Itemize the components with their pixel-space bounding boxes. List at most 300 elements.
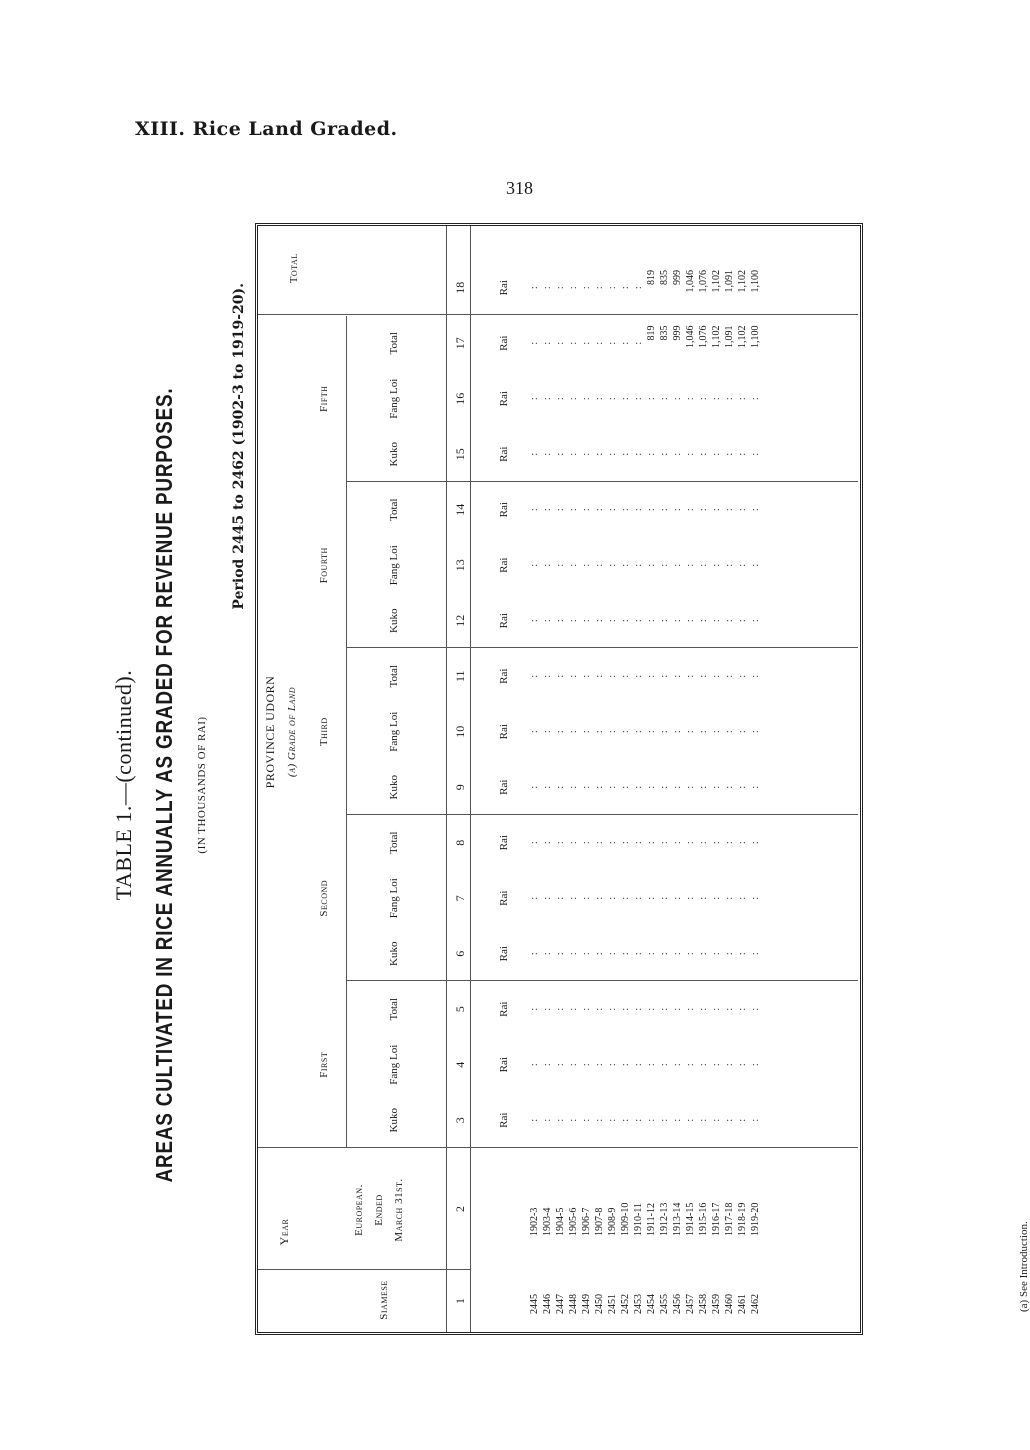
subcol-0-0: Kuko (388, 1108, 400, 1133)
empty-cell: : (568, 341, 579, 345)
empty-cell: : (529, 286, 540, 290)
empty-cell: : (646, 841, 657, 845)
dots-column-18 (528, 260, 645, 316)
value-cell: 1,091 (724, 325, 735, 348)
empty-cell: : (581, 952, 592, 956)
empty-cell: : (737, 452, 748, 456)
value-cell: 835 (659, 270, 670, 285)
empty-cell: : (555, 1007, 566, 1011)
dots-column-10 (528, 704, 762, 760)
empty-cell: : (594, 785, 605, 789)
empty-cell: : (724, 896, 735, 900)
dots-column-6 (528, 926, 762, 982)
empty-cell: : (594, 730, 605, 734)
empty-cell: : (581, 674, 592, 678)
empty-cell: : (594, 619, 605, 623)
subcol-4-2: Total (388, 332, 400, 355)
unit-9: Rai (498, 779, 510, 795)
siamese-year: 2454 (646, 1294, 657, 1314)
unit-4: Rai (498, 1057, 510, 1073)
empty-cell: : (542, 841, 553, 845)
empty-cell: : (724, 1007, 735, 1011)
empty-cell: : (633, 286, 644, 290)
empty-cell: : (620, 452, 631, 456)
subcol-2-1: Fang Loi (388, 711, 400, 752)
empty-cell: : (646, 397, 657, 401)
empty-cell: : (568, 952, 579, 956)
empty-cell: : (620, 619, 631, 623)
dots-column-17 (528, 316, 645, 372)
empty-cell: : (581, 896, 592, 900)
empty-cell: : (581, 841, 592, 845)
unit-5: Rai (498, 1001, 510, 1017)
empty-cell: : (737, 1007, 748, 1011)
dots-column-3 (528, 1093, 762, 1149)
siamese-divider (258, 1269, 470, 1270)
empty-cell: : (594, 452, 605, 456)
european-year: 1908-9 (607, 1207, 618, 1236)
value-cell: 1,100 (750, 270, 761, 293)
empty-cell: : (724, 785, 735, 789)
empty-cell: : (594, 286, 605, 290)
empty-cell: : (555, 341, 566, 345)
empty-cell: : (529, 896, 540, 900)
siamese-year: 2448 (568, 1294, 579, 1314)
value-cell: 1,046 (685, 270, 696, 293)
empty-cell: : (698, 841, 709, 845)
empty-cell: : (568, 1118, 579, 1122)
empty-cell: : (672, 508, 683, 512)
section-title: XIII. Rice Land Graded. (135, 118, 398, 140)
empty-cell: : (581, 619, 592, 623)
european-year: 1910-11 (633, 1203, 644, 1236)
empty-cell: : (724, 730, 735, 734)
empty-cell: : (737, 397, 748, 401)
empty-cell: : (529, 1007, 540, 1011)
empty-cell: : (529, 397, 540, 401)
dots-column-12 (528, 593, 762, 649)
empty-cell: : (542, 397, 553, 401)
empty-cell: : (607, 1007, 618, 1011)
empty-cell: : (633, 341, 644, 345)
european-year: 1903-4 (542, 1207, 553, 1236)
empty-cell: : (698, 1063, 709, 1067)
empty-cell: : (633, 1007, 644, 1011)
unit-15: Rai (498, 446, 510, 462)
empty-cell: : (620, 1118, 631, 1122)
empty-cell: : (607, 508, 618, 512)
empty-cell: : (659, 1063, 670, 1067)
empty-cell: : (620, 674, 631, 678)
dots-column-8 (528, 815, 762, 871)
empty-cell: : (672, 730, 683, 734)
empty-cell: : (594, 896, 605, 900)
column-number-1: 1 (453, 1298, 467, 1304)
empty-cell: : (568, 785, 579, 789)
empty-cell: : (685, 952, 696, 956)
empty-cell: : (542, 619, 553, 623)
empty-cell: : (568, 674, 579, 678)
empty-cell: : (607, 841, 618, 845)
value-cell: 1,046 (685, 325, 696, 348)
empty-cell: : (724, 841, 735, 845)
empty-cell: : (750, 397, 761, 401)
empty-cell: : (724, 563, 735, 567)
unit-6: Rai (498, 946, 510, 962)
empty-cell: : (698, 452, 709, 456)
column-number-17: 17 (453, 337, 467, 350)
empty-cell: : (620, 1063, 631, 1067)
empty-cell: : (724, 397, 735, 401)
siamese-year: 2449 (581, 1294, 592, 1314)
siamese-year: 2453 (633, 1294, 644, 1314)
european-year: 1912-13 (659, 1202, 670, 1236)
empty-cell: : (737, 1118, 748, 1122)
period-heading: Period 2445 to 2462 (1902-3 to 1919-20). (231, 283, 247, 610)
empty-cell: : (568, 896, 579, 900)
empty-cell: : (672, 1063, 683, 1067)
empty-cell: : (607, 896, 618, 900)
empty-cell: : (594, 674, 605, 678)
column-number-2: 2 (453, 1206, 467, 1212)
empty-cell: : (529, 1118, 540, 1122)
empty-cell: : (607, 286, 618, 290)
empty-cell: : (685, 563, 696, 567)
empty-cell: : (711, 674, 722, 678)
empty-cell: : (672, 952, 683, 956)
empty-cell: : (633, 508, 644, 512)
empty-cell: : (711, 730, 722, 734)
empty-cell: : (685, 452, 696, 456)
subcol-2-0: Kuko (388, 775, 400, 800)
empty-cell: : (711, 841, 722, 845)
siamese-year: 2462 (750, 1294, 761, 1314)
empty-cell: : (542, 785, 553, 789)
column-number-4: 4 (453, 1061, 467, 1068)
empty-cell: : (581, 452, 592, 456)
empty-cell: : (607, 674, 618, 678)
value-cell: 1,102 (711, 325, 722, 348)
ended-heading: Ended (373, 1194, 385, 1226)
empty-cell: : (568, 397, 579, 401)
empty-cell: : (529, 341, 540, 345)
empty-cell: : (659, 508, 670, 512)
table-title: AREAS CULTIVATED IN RICE ANNUALLY AS GRADED FOR REVENUE PURPOSES. (151, 387, 177, 1183)
european-year: 1915-16 (698, 1202, 709, 1236)
empty-cell: : (581, 563, 592, 567)
unit-18: Rai (498, 280, 510, 296)
european-year: 1916-17 (711, 1202, 722, 1236)
empty-cell: : (659, 896, 670, 900)
empty-cell: : (659, 730, 670, 734)
empty-cell: : (607, 619, 618, 623)
data-table (255, 223, 1030, 1335)
empty-cell: : (568, 730, 579, 734)
siamese-year: 2445 (529, 1294, 540, 1314)
empty-cell: : (633, 896, 644, 900)
empty-cell: : (529, 619, 540, 623)
rotated-table-block (111, 235, 1030, 1335)
subcol-3-1: Fang Loi (388, 545, 400, 586)
empty-cell: : (594, 563, 605, 567)
empty-cell: : (542, 730, 553, 734)
empty-cell: : (620, 286, 631, 290)
empty-cell: : (724, 1063, 735, 1067)
european-year: 1919-20 (750, 1202, 761, 1236)
empty-cell: : (633, 397, 644, 401)
empty-cell: : (672, 397, 683, 401)
empty-cell: : (633, 563, 644, 567)
empty-cell: : (620, 563, 631, 567)
grade-second: Second (318, 879, 330, 917)
empty-cell: : (568, 619, 579, 623)
subcol-0-2: Total (388, 998, 400, 1021)
empty-cell: : (685, 896, 696, 900)
empty-cell: : (620, 730, 631, 734)
empty-cell: : (724, 674, 735, 678)
empty-cell: : (750, 841, 761, 845)
empty-cell: : (737, 841, 748, 845)
table-number: TABLE 1.—(continued). (111, 669, 136, 901)
empty-cell: : (750, 1063, 761, 1067)
empty-cell: : (750, 508, 761, 512)
column-number-6: 6 (453, 950, 467, 957)
european-year: 1906-7 (581, 1207, 592, 1236)
empty-cell: : (672, 619, 683, 623)
siamese-years (528, 1294, 762, 1314)
siamese-year: 2451 (607, 1294, 618, 1314)
empty-cell: : (685, 841, 696, 845)
empty-cell: : (581, 397, 592, 401)
empty-cell: : (698, 508, 709, 512)
empty-cell: : (711, 1118, 722, 1122)
empty-cell: : (581, 1118, 592, 1122)
unit-13: Rai (498, 557, 510, 573)
empty-cell: : (594, 841, 605, 845)
empty-cell: : (646, 730, 657, 734)
column-number-9: 9 (453, 784, 467, 791)
grade-heading: (a) Grade of Land (286, 686, 298, 778)
value-cell: 835 (659, 325, 670, 341)
empty-cell: : (659, 397, 670, 401)
column-number-12: 12 (453, 614, 467, 627)
empty-cell: : (620, 508, 631, 512)
empty-cell: : (698, 619, 709, 623)
empty-cell: : (568, 841, 579, 845)
value-cell: 999 (672, 270, 683, 285)
value-cell: 819 (646, 270, 657, 285)
european-year: 1917-18 (724, 1202, 735, 1236)
empty-cell: : (594, 1007, 605, 1011)
dots-column-4 (528, 1037, 762, 1093)
empty-cell: : (698, 674, 709, 678)
empty-cell: : (646, 619, 657, 623)
empty-cell: : (750, 452, 761, 456)
empty-cell: : (711, 563, 722, 567)
empty-cell: : (633, 452, 644, 456)
empty-cell: : (594, 341, 605, 345)
empty-cell: : (737, 508, 748, 512)
empty-cell: : (555, 785, 566, 789)
empty-cell: : (737, 674, 748, 678)
empty-cell: : (542, 1007, 553, 1011)
european-year: 1914-15 (685, 1202, 696, 1236)
empty-cell: : (555, 563, 566, 567)
empty-cell: : (529, 674, 540, 678)
grade-third: Third (318, 717, 330, 747)
european-year: 1905-6 (568, 1207, 579, 1236)
empty-cell: : (698, 563, 709, 567)
march-heading: March 31st. (393, 1178, 405, 1242)
empty-cell: : (620, 896, 631, 900)
value-cell: 1,076 (698, 325, 709, 348)
unit-7: Rai (498, 890, 510, 906)
year-heading: Year (277, 1218, 291, 1246)
empty-cell: : (620, 397, 631, 401)
empty-cell: : (685, 397, 696, 401)
empty-cell: : (698, 896, 709, 900)
european-year: 1911-12 (646, 1203, 657, 1236)
empty-cell: : (594, 397, 605, 401)
empty-cell: : (633, 1118, 644, 1122)
empty-cell: : (711, 785, 722, 789)
siamese-year: 2459 (711, 1294, 722, 1314)
empty-cell: : (620, 341, 631, 345)
column-number-11: 11 (453, 670, 467, 683)
total-heading: Total (288, 253, 300, 284)
empty-cell: : (529, 730, 540, 734)
empty-cell: : (529, 1063, 540, 1067)
empty-cell: : (607, 452, 618, 456)
subcol-1-2: Total (388, 831, 400, 854)
empty-cell: : (698, 785, 709, 789)
empty-cell: : (711, 896, 722, 900)
empty-cell: : (555, 619, 566, 623)
siamese-year: 2460 (724, 1294, 735, 1314)
empty-cell: : (711, 619, 722, 623)
value-cell: 819 (646, 325, 657, 341)
empty-cell: : (581, 286, 592, 290)
grade-fifth: Fifth (318, 385, 330, 412)
empty-cell: : (555, 730, 566, 734)
empty-cell: : (646, 952, 657, 956)
empty-cell: : (724, 1118, 735, 1122)
empty-cell: : (698, 952, 709, 956)
subcol-3-0: Kuko (388, 608, 400, 633)
empty-cell: : (555, 1118, 566, 1122)
european-year: 1909-10 (620, 1202, 631, 1236)
empty-cell: : (542, 896, 553, 900)
unit-16: Rai (498, 391, 510, 407)
grade-first: First (318, 1051, 330, 1078)
column-number-14: 14 (453, 503, 467, 516)
unit-8: Rai (498, 835, 510, 851)
empty-cell: : (542, 286, 553, 290)
empty-cell: : (620, 785, 631, 789)
empty-cell: : (646, 452, 657, 456)
empty-cell: : (555, 896, 566, 900)
dots-column-15 (528, 427, 762, 483)
province-heading: PROVINCE UDORN (263, 675, 277, 789)
column-number-7: 7 (453, 895, 467, 902)
subcol-2-2: Total (388, 665, 400, 688)
siamese-year: 2458 (698, 1294, 709, 1314)
unit-11: Rai (498, 668, 510, 684)
empty-cell: : (529, 563, 540, 567)
grand-total-values (645, 270, 762, 316)
grade-fourth: Fourth (318, 547, 330, 584)
empty-cell: : (685, 1007, 696, 1011)
empty-cell: : (750, 896, 761, 900)
empty-cell: : (737, 619, 748, 623)
empty-cell: : (698, 397, 709, 401)
column-number-3: 3 (453, 1117, 467, 1124)
empty-cell: : (529, 508, 540, 512)
empty-cell: : (646, 785, 657, 789)
empty-cell: : (685, 508, 696, 512)
empty-cell: : (568, 286, 579, 290)
empty-cell: : (555, 397, 566, 401)
empty-cell: : (594, 1063, 605, 1067)
empty-cell: : (711, 1063, 722, 1067)
empty-cell: : (659, 674, 670, 678)
empty-cell: : (581, 730, 592, 734)
footnote: (a) See Introduction. (1018, 1221, 1030, 1312)
grade-rule (346, 316, 347, 1148)
empty-cell: : (607, 952, 618, 956)
empty-cell: : (672, 674, 683, 678)
empty-cell: : (607, 397, 618, 401)
empty-cell: : (646, 563, 657, 567)
column-number-16: 16 (453, 392, 467, 405)
value-cell: 1,102 (711, 270, 722, 293)
empty-cell: : (555, 452, 566, 456)
empty-cell: : (555, 508, 566, 512)
empty-cell: : (646, 1118, 657, 1122)
empty-cell: : (568, 508, 579, 512)
siamese-year: 2452 (620, 1294, 631, 1314)
empty-cell: : (672, 563, 683, 567)
empty-cell: : (529, 785, 540, 789)
subcol-1-0: Kuko (388, 941, 400, 966)
empty-cell: : (750, 730, 761, 734)
empty-cell: : (542, 674, 553, 678)
empty-cell: : (555, 952, 566, 956)
siamese-year: 2456 (672, 1294, 683, 1314)
empty-cell: : (711, 397, 722, 401)
empty-cell: : (750, 952, 761, 956)
value-cell: 1,076 (698, 270, 709, 293)
empty-cell: : (581, 508, 592, 512)
unit-14: Rai (498, 502, 510, 518)
unit-10: Rai (498, 724, 510, 740)
empty-cell: : (620, 1007, 631, 1011)
empty-cell: : (685, 674, 696, 678)
column-number-13: 13 (453, 559, 467, 572)
empty-cell: : (737, 563, 748, 567)
dots-column-14 (528, 482, 762, 538)
siamese-year: 2446 (542, 1294, 553, 1314)
empty-cell: : (529, 952, 540, 956)
empty-cell: : (646, 1007, 657, 1011)
european-heading: European. (353, 1184, 365, 1236)
empty-cell: : (568, 1007, 579, 1011)
subcol-4-0: Kuko (388, 442, 400, 467)
empty-cell: : (594, 1118, 605, 1122)
empty-cell: : (607, 730, 618, 734)
empty-cell: : (633, 674, 644, 678)
empty-cell: : (698, 1118, 709, 1122)
